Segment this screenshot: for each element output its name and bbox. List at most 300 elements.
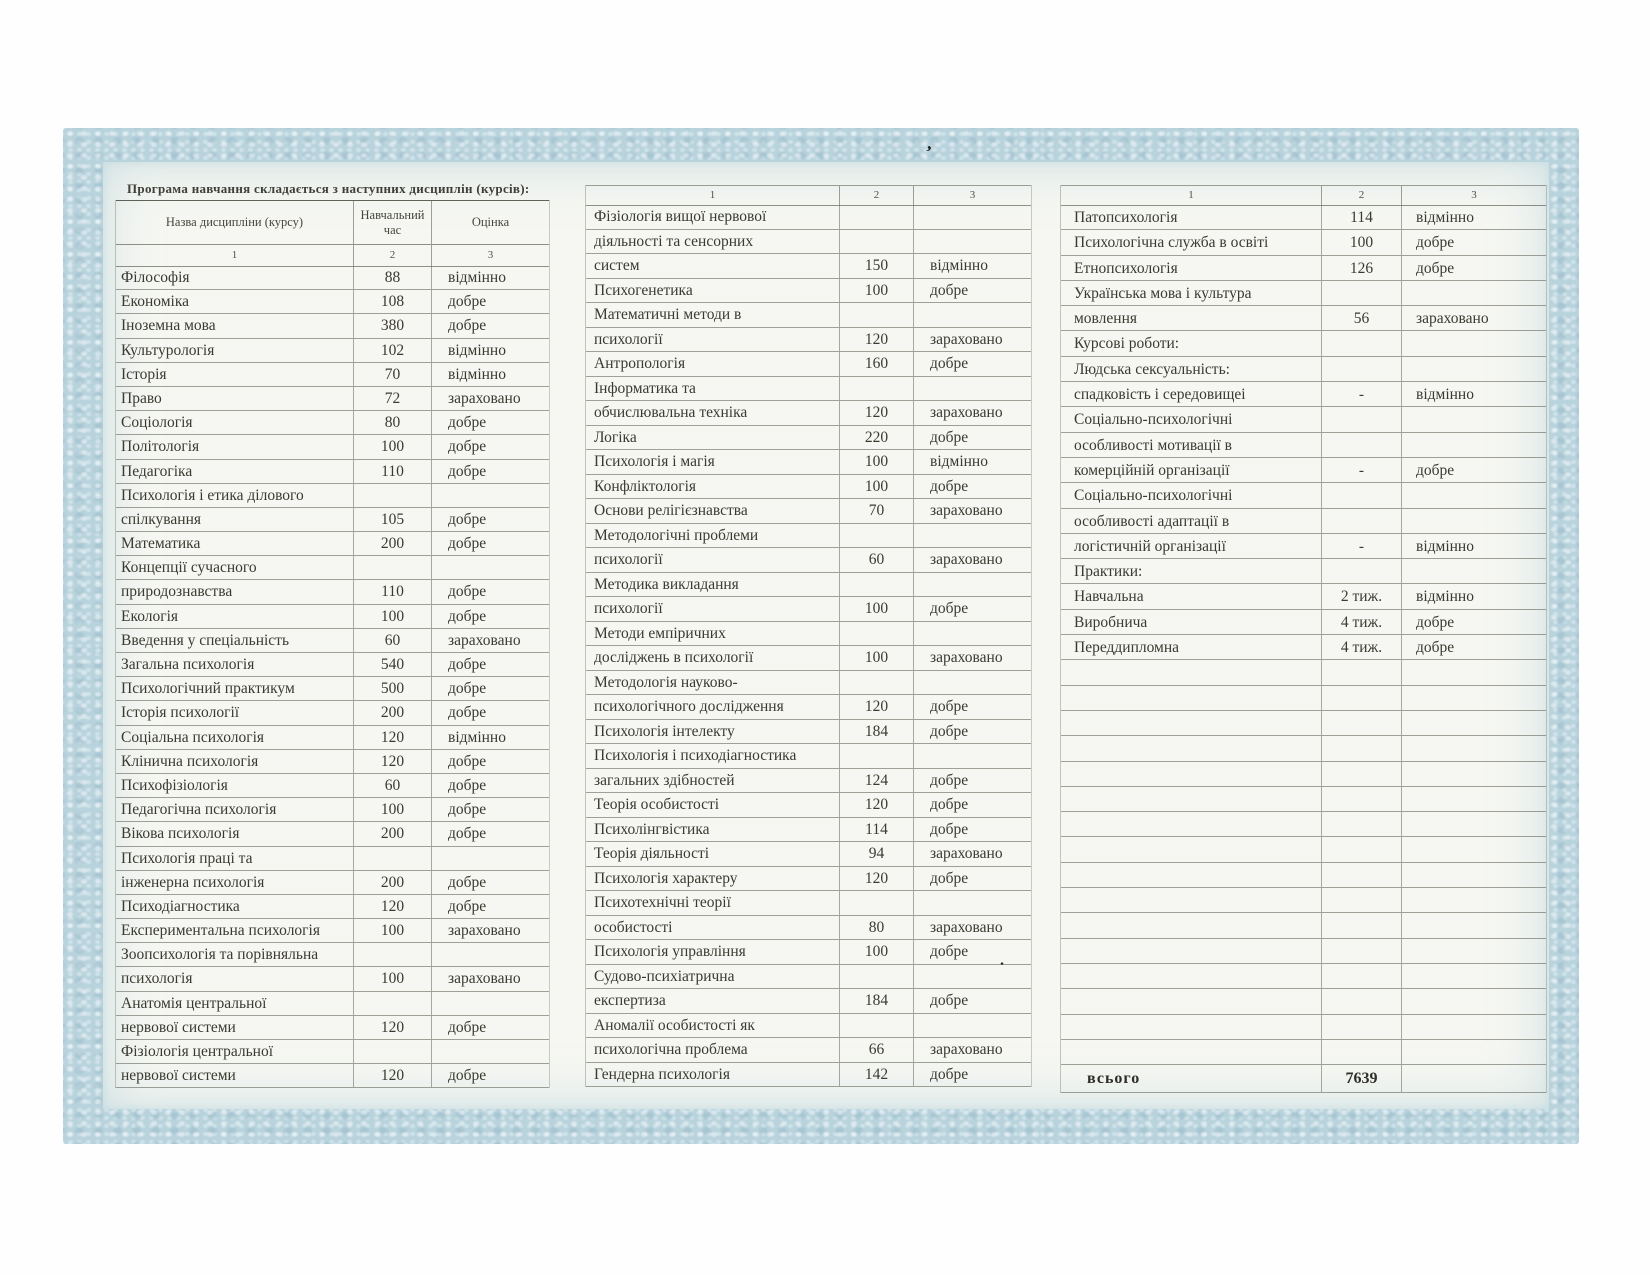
cell-grade: добре [431, 798, 549, 822]
table-row [1061, 281, 1546, 306]
ink-dot: . [1000, 952, 1004, 969]
cell-grade: добре [431, 290, 549, 314]
table-row [586, 744, 1031, 769]
cell-grade: добре [431, 1064, 549, 1088]
cell-hours [1321, 281, 1401, 306]
cell-grade: добре [913, 720, 1031, 745]
cell-hours: 500 [353, 677, 431, 701]
cell-hours [1321, 331, 1401, 356]
table-row [586, 720, 1031, 745]
cell-grade: добре [913, 1063, 1031, 1088]
table-row [1061, 483, 1546, 508]
col-num: 1 [1061, 186, 1321, 206]
cell-name [1061, 787, 1321, 812]
cell-grade [913, 205, 1031, 230]
cell-name: Психолінгвістика [586, 818, 839, 843]
cell-name: Психологічний практикум [116, 677, 353, 701]
table-row [116, 629, 549, 653]
courses-table-middle [585, 185, 1032, 1087]
cell-name: Курсові роботи: [1061, 331, 1321, 356]
cell-name: природознавства [116, 580, 353, 604]
cell-grade: зараховано [913, 499, 1031, 524]
cell-grade: зараховано [431, 967, 549, 991]
cell-grade [913, 1014, 1031, 1039]
cell-hours: 110 [353, 580, 431, 604]
cell-grade [1401, 483, 1546, 508]
cell-name [1061, 837, 1321, 862]
cell-hours: - [1321, 458, 1401, 483]
cell-name: Методика викладання [586, 573, 839, 598]
cell-hours: 80 [839, 916, 913, 941]
cell-grade: добре [1401, 635, 1546, 660]
cell-name: Психодіагностика [116, 895, 353, 919]
cell-grade [1401, 281, 1546, 306]
cell-hours: 100 [353, 435, 431, 459]
cell-grade [1401, 863, 1546, 888]
col-num: 3 [1401, 186, 1546, 206]
cell-grade [1401, 711, 1546, 736]
table-row [116, 653, 549, 677]
cell-hours [353, 556, 431, 580]
cell-hours: 114 [1321, 205, 1401, 230]
cell-grade: відмінно [1401, 382, 1546, 407]
cell-name [1061, 939, 1321, 964]
table-row [1061, 534, 1546, 559]
cell-name: Введення у спеціальність [116, 629, 353, 653]
cell-hours: 114 [839, 818, 913, 843]
table-row [1061, 787, 1546, 812]
cell-grade: зараховано [913, 548, 1031, 573]
cell-hours [839, 1014, 913, 1039]
table-row [116, 822, 549, 846]
table-row [1061, 256, 1546, 281]
cell-grade: добре [913, 989, 1031, 1014]
cell-grade: добре [1401, 230, 1546, 255]
table-row [116, 314, 549, 338]
cell-grade [1401, 939, 1546, 964]
cell-name: Психотехнічні теорії [586, 891, 839, 916]
cell-hours: 105 [353, 508, 431, 532]
cell-name: Математика [116, 532, 353, 556]
cell-grade: добре [431, 774, 549, 798]
cell-name: Історія психології [116, 701, 353, 725]
table-row [116, 339, 549, 363]
table-row [1061, 433, 1546, 458]
cell-hours [839, 573, 913, 598]
cell-hours: - [1321, 382, 1401, 407]
table-row [586, 867, 1031, 892]
cell-name [1061, 736, 1321, 761]
table-row [116, 290, 549, 314]
cell-name: Анатомія центральної [116, 992, 353, 1016]
table-row [586, 450, 1031, 475]
cell-hours: 120 [353, 1016, 431, 1040]
table-row [116, 871, 549, 895]
cell-hours [1321, 812, 1401, 837]
cell-hours: 540 [353, 653, 431, 677]
table-row [586, 940, 1031, 965]
cell-hours: 88 [353, 266, 431, 290]
cell-hours [1321, 407, 1401, 432]
table-row [586, 842, 1031, 867]
table-row [116, 605, 549, 629]
table-row [586, 965, 1031, 990]
total-label: всього [1061, 1065, 1321, 1093]
table-row [1061, 559, 1546, 584]
cell-hours: 200 [353, 822, 431, 846]
cell-grade [913, 377, 1031, 402]
cell-name: спілкування [116, 508, 353, 532]
table-row [116, 460, 549, 484]
cell-hours [1321, 888, 1401, 913]
cell-grade: зараховано [1401, 306, 1546, 331]
cell-hours: 100 [839, 597, 913, 622]
cell-name: Загальна психологія [116, 653, 353, 677]
cell-hours [1321, 711, 1401, 736]
cell-name: Клінична психологія [116, 750, 353, 774]
table-header [116, 200, 549, 245]
cell-hours [353, 847, 431, 871]
cell-grade: добре [913, 475, 1031, 500]
cell-grade: добре [431, 580, 549, 604]
cell-grade: добре [431, 411, 549, 435]
cell-name: Судово-психіатрична [586, 965, 839, 990]
cell-hours [1321, 964, 1401, 989]
cell-name: психологічна проблема [586, 1038, 839, 1063]
cell-name: Етнопсихологія [1061, 256, 1321, 281]
cell-hours: 120 [839, 867, 913, 892]
cell-name: Навчальна [1061, 584, 1321, 609]
cell-grade [913, 573, 1031, 598]
table-row [586, 499, 1031, 524]
table-row [116, 484, 549, 508]
cell-grade: добре [431, 532, 549, 556]
cell-name: Українська мова і культура [1061, 281, 1321, 306]
cell-name: Екологія [116, 605, 353, 629]
cell-grade: відмінно [431, 726, 549, 750]
table-row [586, 671, 1031, 696]
table-row [116, 435, 549, 459]
cell-name: Аномалії особистості як [586, 1014, 839, 1039]
cell-name [1061, 812, 1321, 837]
cell-hours: 100 [353, 967, 431, 991]
cell-name: Психологія управління [586, 940, 839, 965]
cell-hours: 72 [353, 387, 431, 411]
cell-hours: - [1321, 534, 1401, 559]
table-row [586, 695, 1031, 720]
cell-grade: зараховано [913, 916, 1031, 941]
cell-hours: 120 [353, 1064, 431, 1088]
cell-hours: 80 [353, 411, 431, 435]
column-number-row [1061, 185, 1546, 205]
cell-name [1061, 863, 1321, 888]
cell-hours [1321, 837, 1401, 862]
cell-name: діяльності та сенсорних [586, 230, 839, 255]
cell-hours [839, 377, 913, 402]
cell-name: психології [586, 548, 839, 573]
table-row [1061, 686, 1546, 711]
cell-name: загальних здібностей [586, 769, 839, 794]
cell-hours: 66 [839, 1038, 913, 1063]
cell-name: комерційній організації [1061, 458, 1321, 483]
cell-name: Психогенетика [586, 279, 839, 304]
cell-hours [1321, 483, 1401, 508]
cell-hours: 100 [1321, 230, 1401, 255]
cell-grade: добре [913, 793, 1031, 818]
table-row [586, 426, 1031, 451]
cell-grade [913, 891, 1031, 916]
cell-grade [1401, 357, 1546, 382]
cell-hours [1321, 559, 1401, 584]
cell-hours: 108 [353, 290, 431, 314]
cell-grade [1401, 888, 1546, 913]
cell-grade: добре [431, 750, 549, 774]
cell-grade: добре [431, 1016, 549, 1040]
cell-grade [1401, 736, 1546, 761]
table-row [586, 1063, 1031, 1088]
cell-hours [1321, 660, 1401, 685]
cell-name [1061, 888, 1321, 913]
cell-grade: добре [913, 769, 1031, 794]
cell-grade: добре [431, 605, 549, 629]
cell-grade [1401, 331, 1546, 356]
cell-name: систем [586, 254, 839, 279]
cell-hours [1321, 357, 1401, 382]
table-row [586, 548, 1031, 573]
table-row [116, 556, 549, 580]
total-grade [1401, 1065, 1546, 1093]
col-num: 3 [431, 245, 549, 267]
cell-grade: відмінно [431, 266, 549, 290]
cell-grade: добре [913, 940, 1031, 965]
program-heading: Програма навчання складається з наступних дисциплін (курсів): [127, 181, 530, 196]
cell-grade: добре [431, 435, 549, 459]
cell-hours: 200 [353, 871, 431, 895]
cell-grade: зараховано [913, 646, 1031, 671]
cell-name: особистості [586, 916, 839, 941]
header-grade: Оцінка [431, 201, 549, 245]
cell-grade: відмінно [1401, 584, 1546, 609]
cell-name: психологія [116, 967, 353, 991]
cell-grade: добре [913, 279, 1031, 304]
table-row [116, 266, 549, 290]
cell-name: Право [116, 387, 353, 411]
cell-name: обчислювальна техніка [586, 401, 839, 426]
table-row [116, 677, 549, 701]
cell-name: Психологія характеру [586, 867, 839, 892]
table-row [1061, 584, 1546, 609]
table-row [1061, 1015, 1546, 1040]
cell-name: Фізіологія вищої нервової [586, 205, 839, 230]
cell-name: досліджень в психології [586, 646, 839, 671]
cell-hours: 120 [839, 793, 913, 818]
table-row [586, 205, 1031, 230]
table-row [586, 1014, 1031, 1039]
cell-grade: добре [1401, 256, 1546, 281]
table-row [116, 411, 549, 435]
table-row [116, 1064, 549, 1088]
cell-grade [1401, 660, 1546, 685]
cell-name: Психологія і магія [586, 450, 839, 475]
cell-grade: добре [431, 895, 549, 919]
cell-grade: відмінно [913, 254, 1031, 279]
cell-name: спадковість і середовищеі [1061, 382, 1321, 407]
cell-grade [1401, 762, 1546, 787]
cell-name: Вікова психологія [116, 822, 353, 846]
table-row [1061, 610, 1546, 635]
header-course-name: Назва дисципліни (курсу) [116, 201, 353, 245]
cell-hours [353, 943, 431, 967]
cell-hours [1321, 787, 1401, 812]
cell-name [1061, 1040, 1321, 1065]
cell-name: Теорія особистості [586, 793, 839, 818]
table-row [586, 352, 1031, 377]
cell-hours: 142 [839, 1063, 913, 1088]
cell-name: Фізіологія центральної [116, 1040, 353, 1064]
cell-hours [839, 671, 913, 696]
table-row [1061, 1040, 1546, 1065]
cell-hours [839, 230, 913, 255]
cell-name: Психологічна служба в освіті [1061, 230, 1321, 255]
cell-grade [1401, 407, 1546, 432]
cell-hours: 100 [353, 919, 431, 943]
cell-hours: 100 [839, 646, 913, 671]
cell-grade [1401, 964, 1546, 989]
cell-grade [1401, 989, 1546, 1014]
cell-hours: 60 [353, 629, 431, 653]
table-row [116, 726, 549, 750]
cell-grade [1401, 837, 1546, 862]
table-row [586, 254, 1031, 279]
table-row [1061, 509, 1546, 534]
table-row [586, 646, 1031, 671]
table-row [116, 847, 549, 871]
cell-grade: добре [431, 314, 549, 338]
cell-hours [1321, 509, 1401, 534]
cell-name [1061, 686, 1321, 711]
cell-name: логістичній організації [1061, 534, 1321, 559]
table-row [1061, 711, 1546, 736]
cell-hours [353, 1040, 431, 1064]
cell-grade [913, 524, 1031, 549]
cell-hours [839, 891, 913, 916]
cell-grade [1401, 913, 1546, 938]
table-row [1061, 635, 1546, 660]
cell-name: Методологія науково- [586, 671, 839, 696]
cell-name: інженерна психологія [116, 871, 353, 895]
cell-hours [839, 303, 913, 328]
cell-name: Філософія [116, 266, 353, 290]
table-row [116, 508, 549, 532]
table-row [586, 230, 1031, 255]
cell-name: Інформатика та [586, 377, 839, 402]
cell-hours: 100 [353, 605, 431, 629]
table-row [116, 774, 549, 798]
cell-grade [1401, 509, 1546, 534]
table-row [116, 1016, 549, 1040]
table-row [1061, 306, 1546, 331]
cell-grade [913, 965, 1031, 990]
cell-grade [913, 622, 1031, 647]
table-row [586, 793, 1031, 818]
cell-name: Експериментальна психологія [116, 919, 353, 943]
cell-name: нервової системи [116, 1016, 353, 1040]
table-row [586, 475, 1031, 500]
cell-hours [1321, 989, 1401, 1014]
cell-grade [431, 943, 549, 967]
cell-grade: відмінно [913, 450, 1031, 475]
cell-hours [839, 524, 913, 549]
cell-hours: 60 [839, 548, 913, 573]
cell-name [1061, 964, 1321, 989]
cell-hours [353, 484, 431, 508]
cell-name [1061, 1015, 1321, 1040]
cell-hours: 120 [353, 726, 431, 750]
cell-grade [431, 1040, 549, 1064]
table-row [586, 818, 1031, 843]
total-hours: 7639 [1321, 1065, 1401, 1093]
cell-name: Концепції сучасного [116, 556, 353, 580]
cell-name: Гендерна психологія [586, 1063, 839, 1088]
cell-hours: 102 [353, 339, 431, 363]
cell-hours: 184 [839, 720, 913, 745]
col-num: 1 [116, 245, 353, 267]
table-row [116, 387, 549, 411]
cell-name: експертиза [586, 989, 839, 1014]
table-row [116, 701, 549, 725]
cell-grade [1401, 686, 1546, 711]
cell-grade: добре [431, 701, 549, 725]
cell-grade [913, 303, 1031, 328]
cell-name [1061, 711, 1321, 736]
total-row [1061, 1065, 1546, 1093]
cell-hours: 4 тиж. [1321, 610, 1401, 635]
cell-name: Психологія і психодіагностика [586, 744, 839, 769]
courses-table-left [115, 200, 550, 1088]
cell-grade [1401, 433, 1546, 458]
cell-hours [1321, 1040, 1401, 1065]
cell-grade [431, 556, 549, 580]
column-number-row [116, 245, 549, 266]
col-num: 1 [586, 186, 839, 206]
header-hours: Навчальний час [353, 201, 431, 245]
cell-grade: зараховано [431, 629, 549, 653]
table-row [586, 622, 1031, 647]
cell-hours: 100 [353, 798, 431, 822]
table-row [1061, 762, 1546, 787]
cell-grade: добре [913, 597, 1031, 622]
cell-name: психологічного дослідження [586, 695, 839, 720]
courses-table-right [1060, 185, 1547, 1093]
cell-grade: зараховано [913, 328, 1031, 353]
cell-hours: 124 [839, 769, 913, 794]
cell-grade: зараховано [431, 919, 549, 943]
cell-hours [839, 965, 913, 990]
table-row [586, 597, 1031, 622]
cell-grade: відмінно [1401, 205, 1546, 230]
table-row [1061, 989, 1546, 1014]
table-body [116, 266, 549, 1088]
cell-hours: 200 [353, 701, 431, 725]
cell-name: Методологічні проблеми [586, 524, 839, 549]
cell-name: Соціальна психологія [116, 726, 353, 750]
cell-hours: 56 [1321, 306, 1401, 331]
cell-grade: добре [431, 871, 549, 895]
cell-hours: 100 [839, 475, 913, 500]
cell-grade: добре [1401, 610, 1546, 635]
cell-name: нервової системи [116, 1064, 353, 1088]
table-row [1061, 458, 1546, 483]
